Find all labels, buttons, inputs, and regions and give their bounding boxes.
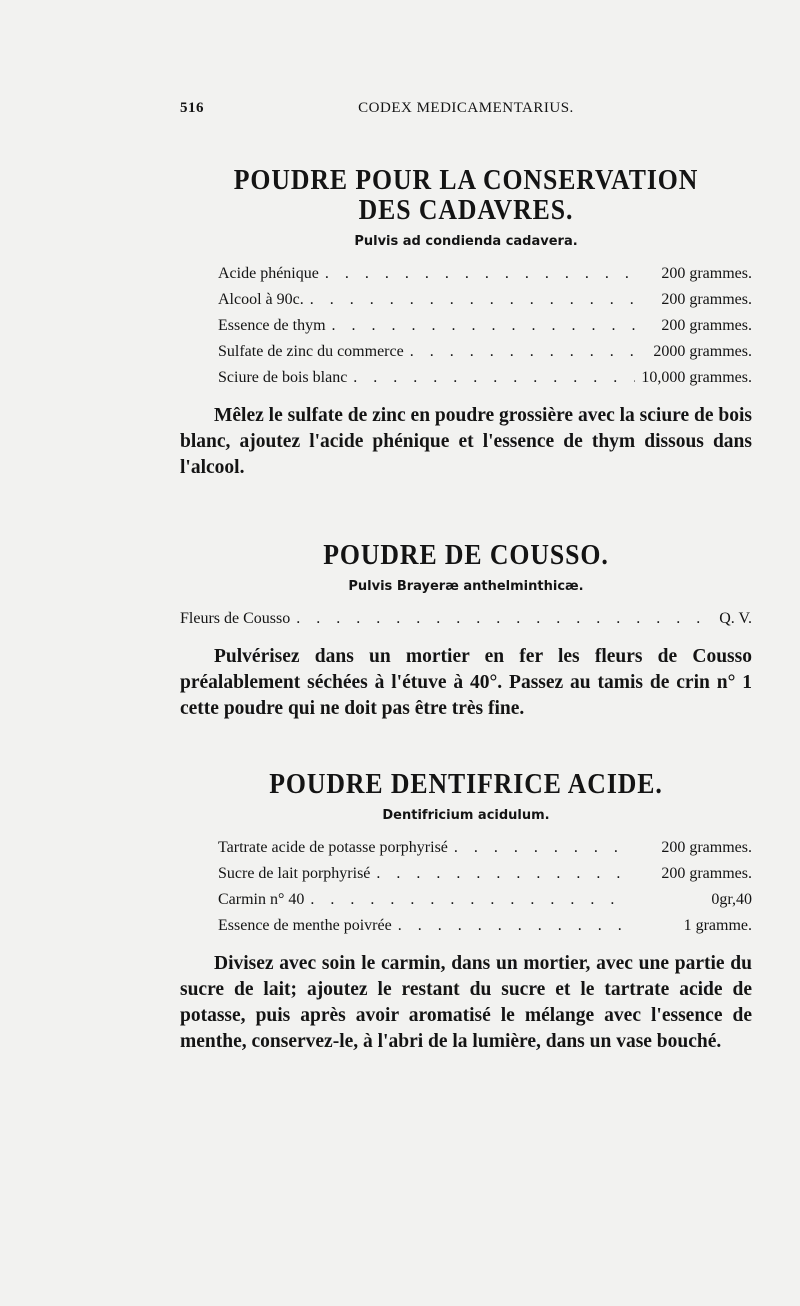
ingredient-quantity: 200 grammes. [661,265,752,282]
running-title: CODEX MEDICAMENTARIUS. [358,100,574,116]
ingredient-row [218,261,752,287]
section-title [203,166,729,226]
latin-name: Dentifricium acidulum. [382,808,550,823]
leader-dots [398,913,626,939]
ingredient-row [218,365,752,391]
ingredient-quantity: 200 grammes. [661,317,752,334]
leader-dots [325,261,636,287]
leader-dots [332,313,636,339]
instructions-paragraph: Mêlez le sulfate de zinc en poudre grossière avec la sciure de bois blanc, ajoutez l'acide phénique et l'essence de thym dissous dans l'alcool. [180,405,752,478]
ingredient-list [218,261,752,391]
ingredient-row [218,339,752,365]
running-head [180,100,752,126]
ingredient-name: Sulfate de zinc du commerce [218,343,404,360]
leader-dots [353,365,635,391]
ingredient-name: Sucre de lait porphyrisé [218,865,371,882]
ingredient-name: Essence de menthe poivrée [218,917,392,934]
section-title: POUDRE DE COUSSO. [323,540,609,571]
ingredient-quantity: 200 grammes. [661,839,752,856]
ingredient-row [218,287,752,313]
ingredient-name: Carmin n° 40 [218,891,305,908]
ingredient-quantity: Q. V. [719,610,752,627]
leader-dots [454,835,626,861]
ingredient-row [218,861,752,887]
page-number: 516 [180,100,204,116]
ingredient-list [218,835,752,939]
ingredient-name: Tartrate acide de potasse porphyrisé [218,839,448,856]
latin-name: Pulvis ad condienda cadavera. [354,234,578,249]
ingredient-name: Essence de thym [218,317,326,334]
ingredient-quantity: 200 grammes. [661,865,752,882]
ingredient-quantity: 1 gramme. [683,917,752,934]
ingredient-name: Acide phénique [218,265,319,282]
ingredient-row [180,606,752,632]
ingredient-quantity: 0gr,40 [711,891,752,908]
ingredient-row [218,887,752,913]
ingredient-quantity: 200 grammes. [661,291,752,308]
leader-dots [376,861,626,887]
ingredient-name: Alcool à 90c. [218,291,304,308]
ingredient-row [218,835,752,861]
leader-dots [310,887,626,913]
ingredient-name: Sciure de bois blanc [218,369,348,386]
section-title: POUDRE DENTIFRICE ACIDE. [269,769,663,800]
leader-dots [410,339,636,365]
leader-dots [296,606,706,632]
section-title-line: POUDRE POUR LA CONSERVATION [233,165,699,196]
section-cousso [180,541,752,722]
section-dentifrice-acide [180,770,752,1055]
section-title-line: DES CADAVRES. [358,195,574,226]
ingredient-row [218,313,752,339]
section-conservation-cadavres [180,166,752,481]
ingredient-quantity: 10,000 grammes. [641,369,752,386]
instructions-paragraph: Pulvérisez dans un mortier en fer les fleurs de Cousso préalablement séchées à l'étuve à 40°. Passez au tamis de crin n° 1 cette poudre qui ne doit pas être très fine. [180,646,752,719]
latin-name: Pulvis Brayeræ anthelminthicæ. [348,579,584,594]
ingredient-list [180,606,752,632]
instructions-paragraph: Divisez avec soin le carmin, dans un mortier, avec une partie du sucre de lait; ajoutez le restant du sucre et le tartrate acide de potasse, puis après avoir aromatisé le mélange avec l'essence de menthe, conservez-le, à l'abri de la lumière, dans un vase bouché. [180,953,752,1052]
ingredient-row [218,913,752,939]
ingredient-quantity: 2000 grammes. [653,343,752,360]
ingredient-name: Fleurs de Cousso [180,610,291,627]
leader-dots [310,287,636,313]
